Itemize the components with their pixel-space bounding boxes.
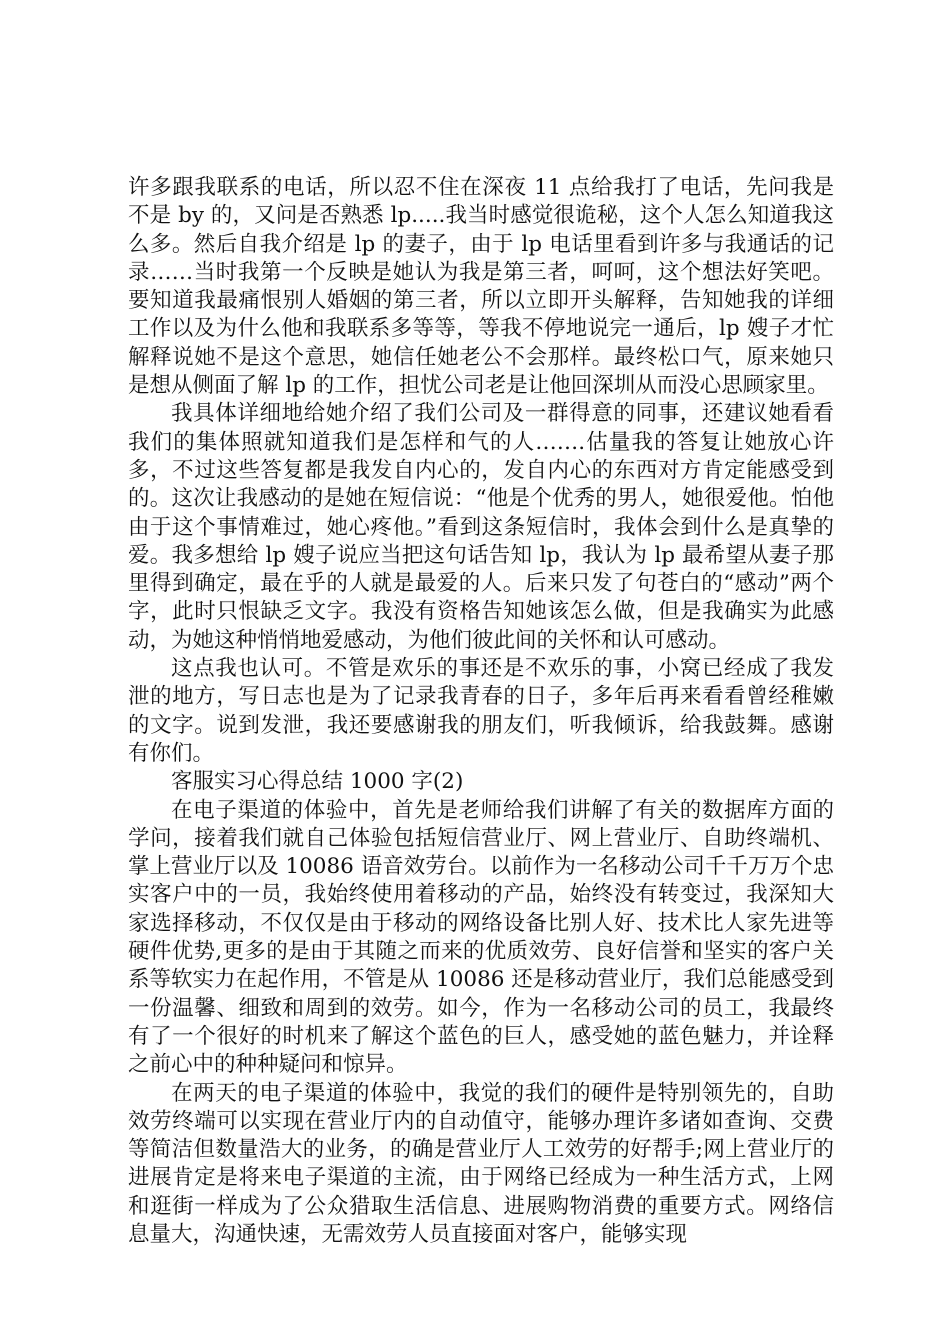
paragraph-2: 我具体详细地给她介绍了我们公司及一群得意的同事，还建议她看看我们的集体照就知道我们是怎样和气的人…….估量我的答复让她放心许多，不过这些答复都是我发自内心的，发自内心的东西对方肯定能感受到的。这次让我感动的是她在短信说：“他是个优秀的男人，她很爱他。怕他由于这个事情难过，她心疼他。”看到这条短信时，我体会到什么是真挚的爱。我多想给 lp 嫂子说应当把这句话告知 lp，我认为 lp 最希望从妻子那里得到确定，最在乎的人就是最爱的人。后来只发了句苍白的“感动”两个字，此时只恨缺乏文字。我没有资格告知她该怎么做，但是我确实为此感动，为她这种悄悄地爱感动，为他们彼此间的关怀和认可感动。 xyxy=(128,401,834,653)
document-body xyxy=(128,174,834,1249)
paragraph-5: 在两天的电子渠道的体验中，我觉的我们的硬件是特别领先的，自助效劳终端可以实现在营业厅内的自动值守，能够办理许多诸如查询、交费等简洁但数量浩大的业务，的确是营业厅人工效劳的好帮手;网上营业厅的进展肯定是将来电子渠道的主流，由于网络已经成为一种生活方式，上网和逛街一样成为了公众猎取生活信息、进展购物消费的重要方式。网络信息量大，沟通快速，无需效劳人员直接面对客户，能够实现 xyxy=(128,1080,834,1247)
paragraph-4: 在电子渠道的体验中，首先是老师给我们讲解了有关的数据库方面的学问，接着我们就自己体验包括短信营业厅、网上营业厅、自助终端机、掌上营业厅以及 10086 语音效劳台。以前作为一名移动公司千千万万个忠实客户中的一员，我始终使用着移动的产品，始终没有转变过，我深知大家选择移动，不仅仅是由于移动的网络设备比别人好、技术比人家先进等硬件优势,更多的是由于其随之而来的优质效劳、良好信誉和坚实的客户关系等软实力在起作用，不管是从 10086 还是移动营业厅，我们总能感受到一份温馨、细致和周到的效劳。如今，作为一名移动公司的员工，我最终有了一个很好的时机来了解这个蓝色的巨人，感受她的蓝色魅力，并诠释之前心中的种种疑问和惊异。 xyxy=(128,797,834,1078)
paragraph-3: 这点我也认可。不管是欢乐的事还是不欢乐的事，小窝已经成了我发泄的地方，写日志也是为了记录我青春的日子，多年后再来看看曾经稚嫩的文字。说到发泄，我还要感谢我的朋友们，听我倾诉，给我鼓舞。感谢有你们。 xyxy=(128,656,834,766)
paragraph-1: 许多跟我联系的电话，所以忍不住在深夜 11 点给我打了电话，先问我是不是 by 的，又问是否熟悉 lp.....我当时感觉很诡秘，这个人怎么知道我这么多。然后自我介绍是 lp 的妻子，由于 lp 电话里看到许多与我通话的记录……当时我第一个反映是她认为我是第三者，呵呵，这个想法好笑吧。要知道我最痛恨别人婚姻的第三者，所以立即开头解释，告知她我的详细工作以及为什么他和我联系多等等，等我不停地说完一通后，lp 嫂子才忙解释说她不是这个意思，她信任她老公不会那样。最终松口气，原来她只是想从侧面了解 lp 的工作，担忧公司老是让他回深圳从而没心思顾家里。 xyxy=(128,175,834,399)
section-heading: 客服实习心得总结 1000 字(2) xyxy=(171,769,464,795)
